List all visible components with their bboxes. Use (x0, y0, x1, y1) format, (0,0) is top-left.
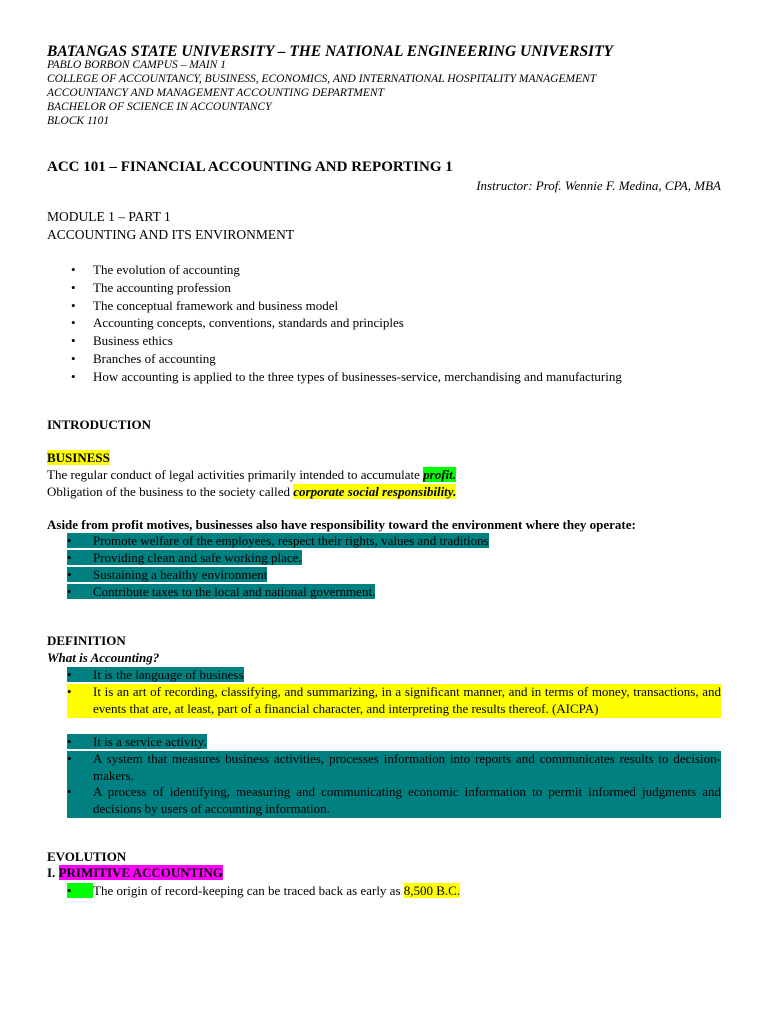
department-line: ACCOUNTANCY AND MANAGEMENT ACCOUNTING DEPARTMENT (47, 87, 384, 99)
block-line: BLOCK 1101 (47, 115, 110, 127)
module-number: MODULE 1 – PART 1 (47, 209, 171, 224)
list-item: • Branches of accounting (71, 350, 216, 366)
college-line: COLLEGE OF ACCOUNTANCY, BUSINESS, ECONOMICS, AND INTERNATIONAL HOSPITALITY MANAGEMENT (47, 73, 597, 85)
list-item: • Sustaining a healthy environment (67, 567, 268, 582)
bullet-icon: • (71, 279, 76, 295)
topics-list (71, 261, 622, 386)
module-title: ACCOUNTING AND ITS ENVIRONMENT (47, 227, 295, 242)
primitive-accounting-heading: I. PRIMITIVE ACCOUNTING (47, 865, 223, 880)
bullet-icon: • (71, 333, 76, 349)
list-item: • The conceptual framework and business model (71, 297, 339, 313)
bullet-icon: • (71, 297, 76, 313)
list-item: • The evolution of accounting (71, 262, 240, 277)
list-item: • Providing clean and safe working place. (67, 550, 302, 565)
list-item: • Accounting concepts, conventions, standards and principles (71, 315, 404, 331)
course-title: ACC 101 – FINANCIAL ACCOUNTING AND REPORTING 1 (47, 159, 453, 175)
list-item: • The origin of record-keeping can be traced back as early as 8,500 B.C. (67, 883, 461, 898)
business-definition: The regular conduct of legal activities primarily intended to accumulate profit. (47, 467, 457, 482)
list-item: • Business ethics (71, 333, 173, 349)
list-item: • A system that measures business activities, processes information into reports and communicates results to decision-makers. (67, 751, 721, 783)
program-line: BACHELOR OF SCIENCE IN ACCOUNTANCY (47, 101, 272, 113)
business-label: BUSINESS (47, 450, 110, 465)
university-name: BATANGAS STATE UNIVERSITY – THE NATIONAL ENGINEERING UNIVERSITY (47, 43, 614, 60)
list-item: • Promote welfare of the employees, respect their rights, values and traditions (67, 533, 489, 548)
list-item: • It is the language of business (67, 667, 244, 682)
definition-question: What is Accounting? (47, 650, 160, 665)
bullet-icon: • (71, 262, 76, 277)
list-item: • A process of identifying, measuring and communicating economic information to permit informed judgments and decisions by users of accounting information. (67, 784, 721, 816)
instructor: Instructor: Prof. Wennie F. Medina, CPA, MBA (476, 178, 721, 193)
list-item: • How accounting is applied to the three types of businesses-service, merchandising and manufacturing (71, 368, 622, 384)
csr-line: Obligation of the business to the society called corporate social responsibility. (47, 484, 457, 499)
responsibility-heading: Aside from profit motives, businesses also have responsibility toward the environment where they operate: (47, 517, 636, 532)
introduction-heading: INTRODUCTION (47, 417, 152, 432)
list-item: • Contribute taxes to the local and national government. (67, 584, 376, 599)
list-item: • The accounting profession (71, 279, 231, 295)
definition-heading: DEFINITION (47, 633, 126, 648)
bullet-icon: • (71, 315, 76, 331)
list-item: • It is a service activity. (67, 734, 207, 749)
campus-line: PABLO BORBON CAMPUS – MAIN 1 (47, 59, 226, 71)
list-item: • It is an art of recording, classifying, and summarizing, in a significant manner, and in terms of money, transactions, and events that are, at least, part of a financial character, and interpreting the results thereof. (AICPA) (67, 684, 721, 716)
bullet-icon: • (71, 350, 76, 366)
bullet-icon: • (71, 368, 76, 384)
evolution-heading: EVOLUTION (47, 849, 127, 864)
